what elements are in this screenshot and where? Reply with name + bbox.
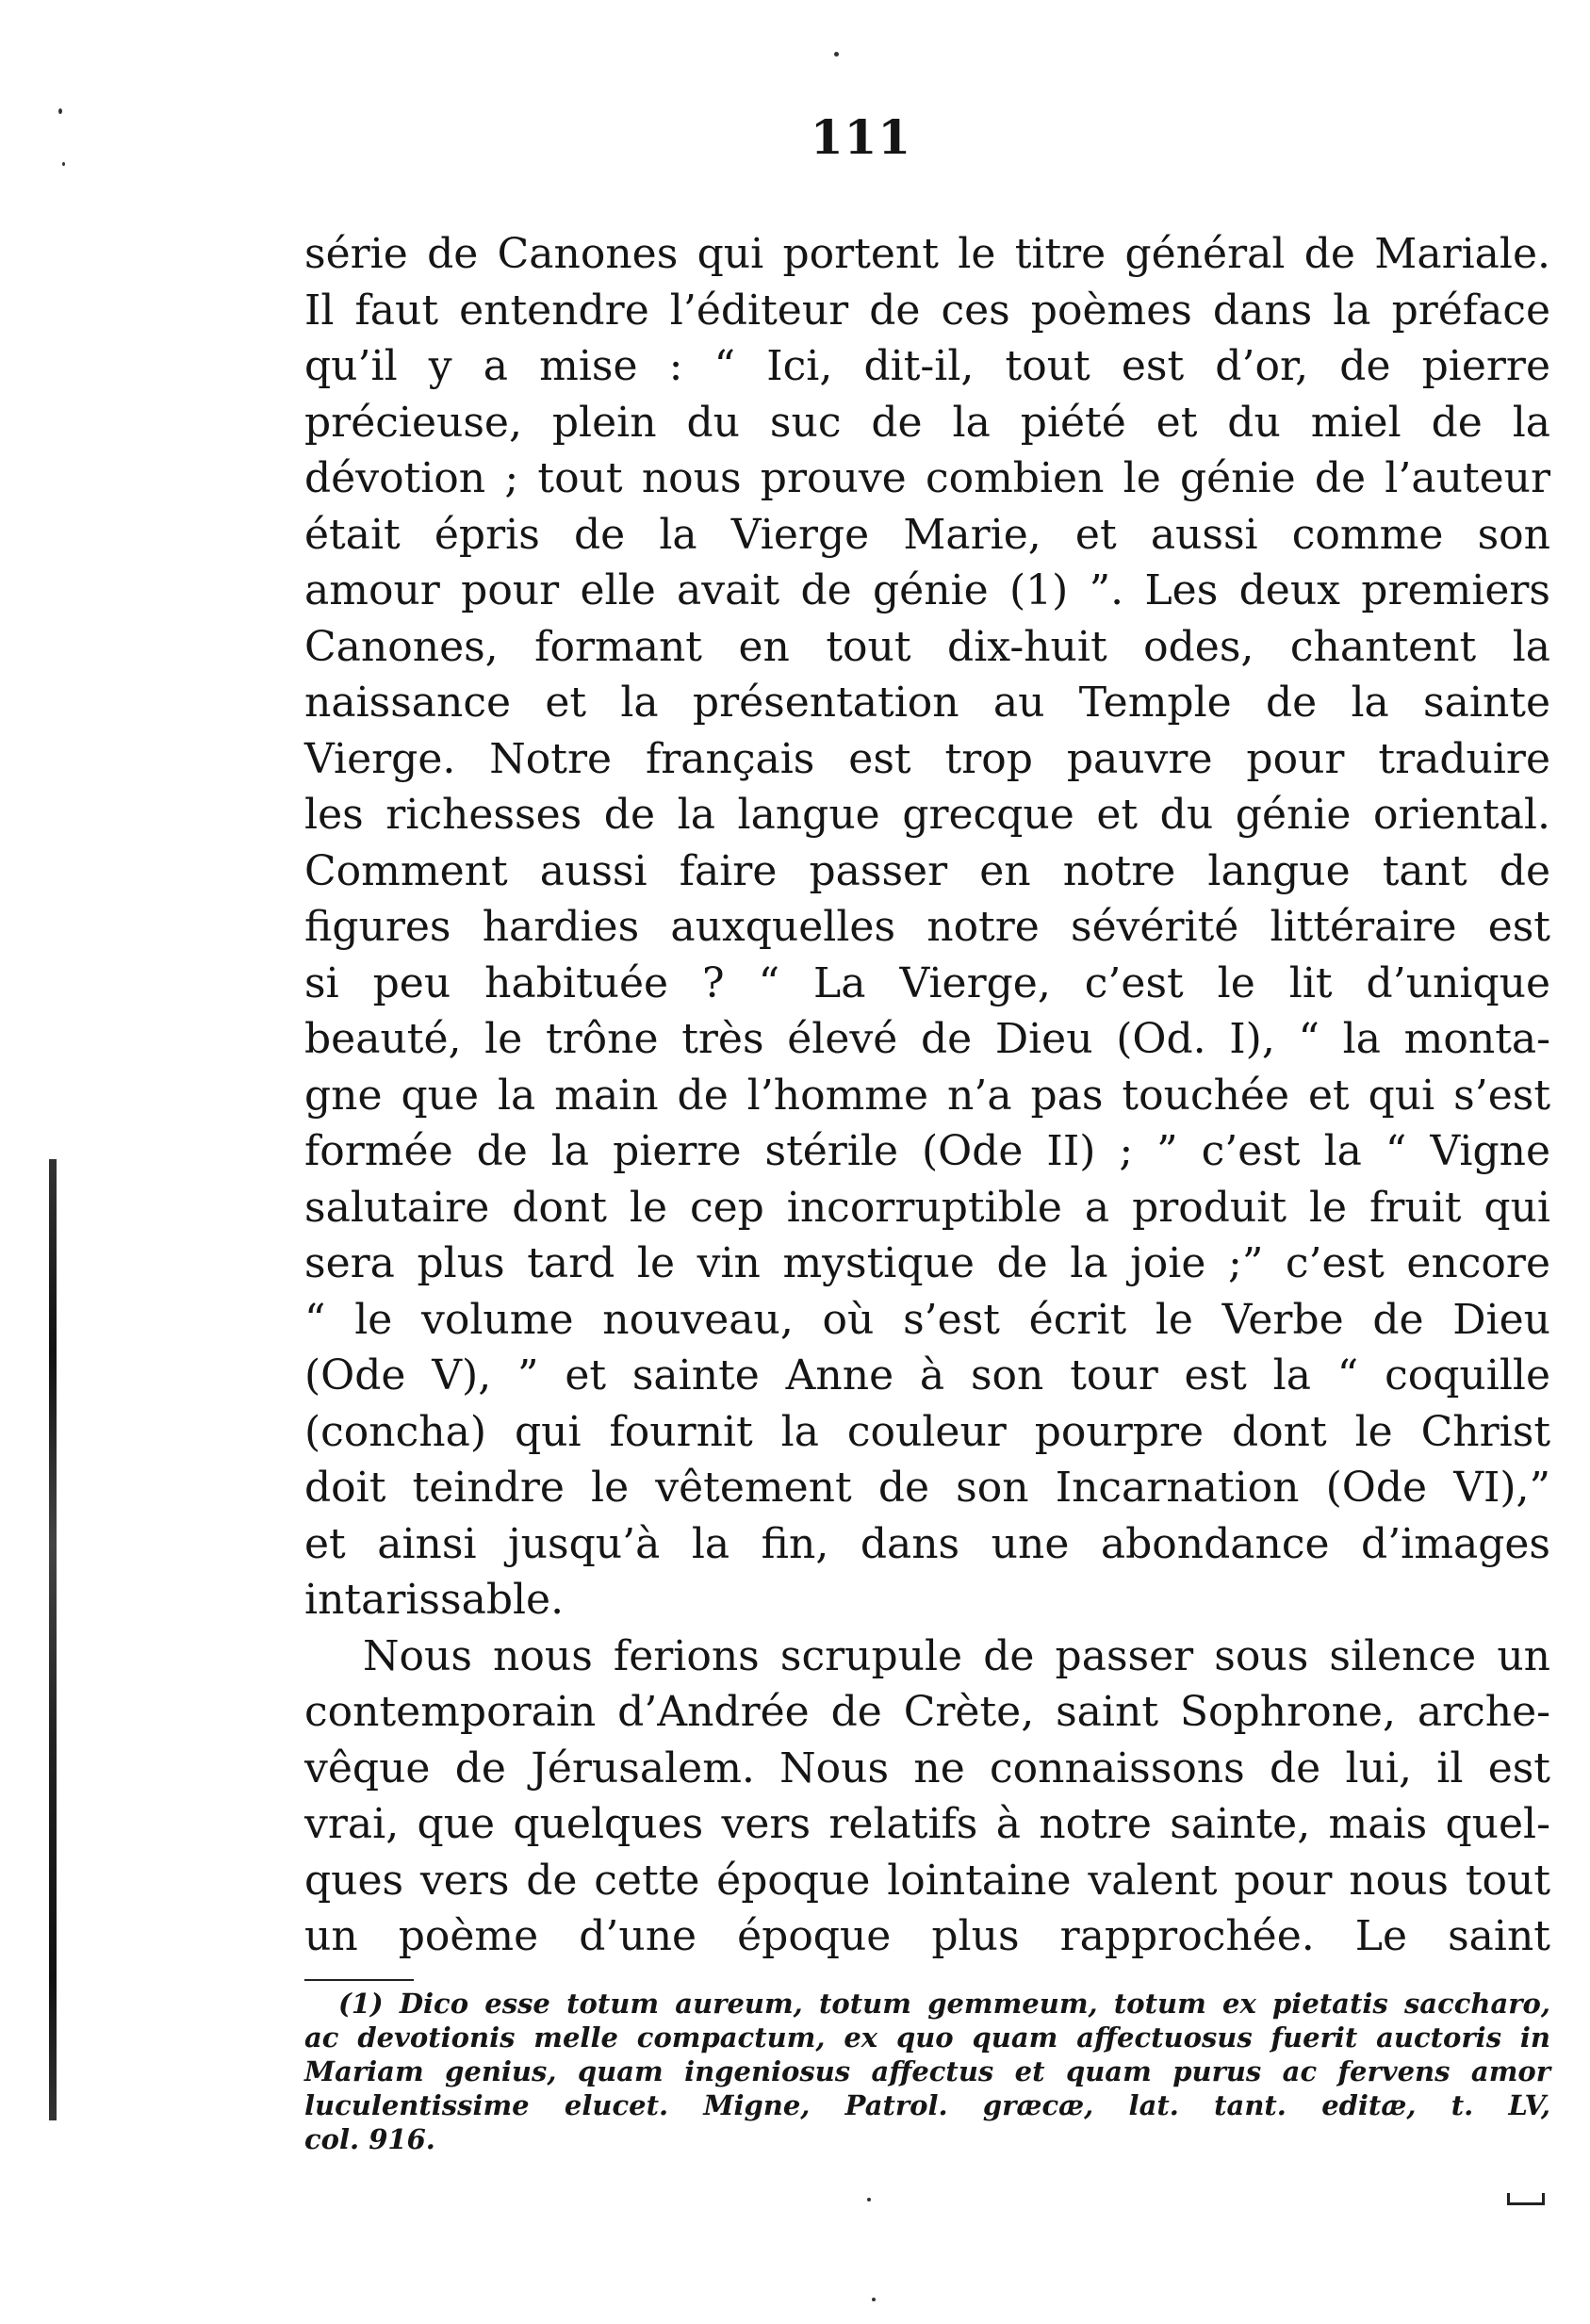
text-line: dévotion ; tout nous prouve combien le génie de l’auteur (304, 454, 1550, 502)
text-line: les richesses de la langue grecque et du génie oriental. (304, 791, 1550, 839)
text-line: (Ode V), ” et sainte Anne à son tour est la “ coquille (304, 1351, 1550, 1399)
text-line: Vierge. Notre français est trop pauvre pour traduire (304, 734, 1550, 783)
ink-speck (872, 2298, 876, 2301)
text-line: formée de la pierre stérile (Ode II) ; ” c’est la “ Vigne (304, 1127, 1550, 1175)
text-line: ques vers de cette époque lointaine valent pour nous tout (304, 1856, 1550, 1905)
footnote-line: ac devotionis melle compactum, ex quo quam affectuosus fuerit auctoris in (304, 2021, 1550, 2054)
text-line: amour pour elle avait de génie (1) ”. Les deux premiers (304, 566, 1550, 614)
text-line: gne que la main de l’homme n’a pas touchée et qui s’est (304, 1071, 1550, 1120)
text-line: précieuse, plein du suc de la piété et du miel de la (304, 398, 1550, 447)
text-line: doit teindre le vêtement de son Incarnation (Ode VI),” (304, 1464, 1550, 1512)
footnote-line: col. 916. (304, 2123, 435, 2155)
footnote-line: luculentissime elucet. Migne, Patrol. græcæ, lat. tant. editæ, t. LV, (304, 2089, 1550, 2121)
text-line: un poème d’une époque plus rapprochée. Le saint (304, 1912, 1550, 1960)
text-line: contemporain d’Andrée de Crète, saint Sophrone, arche- (304, 1688, 1550, 1736)
ink-speck (834, 52, 839, 57)
text-line: Il faut entendre l’éditeur de ces poèmes dans la préface (304, 286, 1550, 335)
text-line: (concha) qui fournit la couleur pourpre dont le Christ (304, 1407, 1550, 1456)
text-line: intarissable. (304, 1576, 565, 1624)
footnote-line: Mariam genius, quam ingeniosus affectus et quam purus ac fervens amor (304, 2055, 1550, 2087)
text-line: vrai, que quelques vers relatifs à notre sainte, mais quel- (304, 1800, 1550, 1848)
ink-speck (62, 162, 65, 166)
signature-mark (1507, 2193, 1545, 2205)
text-line: si peu habituée ? “ La Vierge, c’est le lit d’unique (304, 958, 1550, 1007)
text-line: était épris de la Vierge Marie, et aussi comme son (304, 510, 1550, 559)
text-line: sera plus tard le vin mystique de la joie ;” c’est encore (304, 1239, 1550, 1287)
margin-scan-mark (49, 1159, 57, 2120)
text-line: vêque de Jérusalem. Nous ne connaissons de lui, il est (304, 1743, 1550, 1792)
text-line: “ le volume nouveau, où s’est écrit le Verbe de Dieu (304, 1295, 1550, 1344)
ink-speck (58, 108, 62, 114)
body-text (304, 226, 1550, 1965)
text-line: série de Canones qui portent le titre général de Mariale. (304, 230, 1550, 278)
page-number: 111 (810, 109, 912, 165)
text-line: beauté, le trône très élevé de Dieu (Od. I), “ la monta- (304, 1015, 1550, 1063)
footnote (304, 1987, 1550, 2156)
text-line: Comment aussi faire passer en notre langue tant de (304, 846, 1550, 895)
text-line: naissance et la présentation au Temple de la sainte (304, 679, 1550, 727)
text-line: qu’il y a mise : “ Ici, dit-il, tout est d’or, de pierre (304, 342, 1550, 390)
text-line: figures hardies auxquelles notre sévérité littéraire est (304, 903, 1550, 951)
text-line: salutaire dont le cep incorruptible a produit le fruit qui (304, 1183, 1550, 1232)
text-line: et ainsi jusqu’à la fin, dans une abondance d’images (304, 1519, 1550, 1568)
ink-speck (867, 2198, 871, 2201)
text-line: Canones, formant en tout dix-huit odes, chantent la (304, 622, 1550, 671)
footnote-separator (304, 1979, 414, 1981)
text-line: Nous nous ferions scrupule de passer sous silence un (363, 1631, 1550, 1680)
footnote-line: (1) Dico esse totum aureum, totum gemmeum, totum ex pietatis saccharo, (338, 1988, 1550, 2020)
